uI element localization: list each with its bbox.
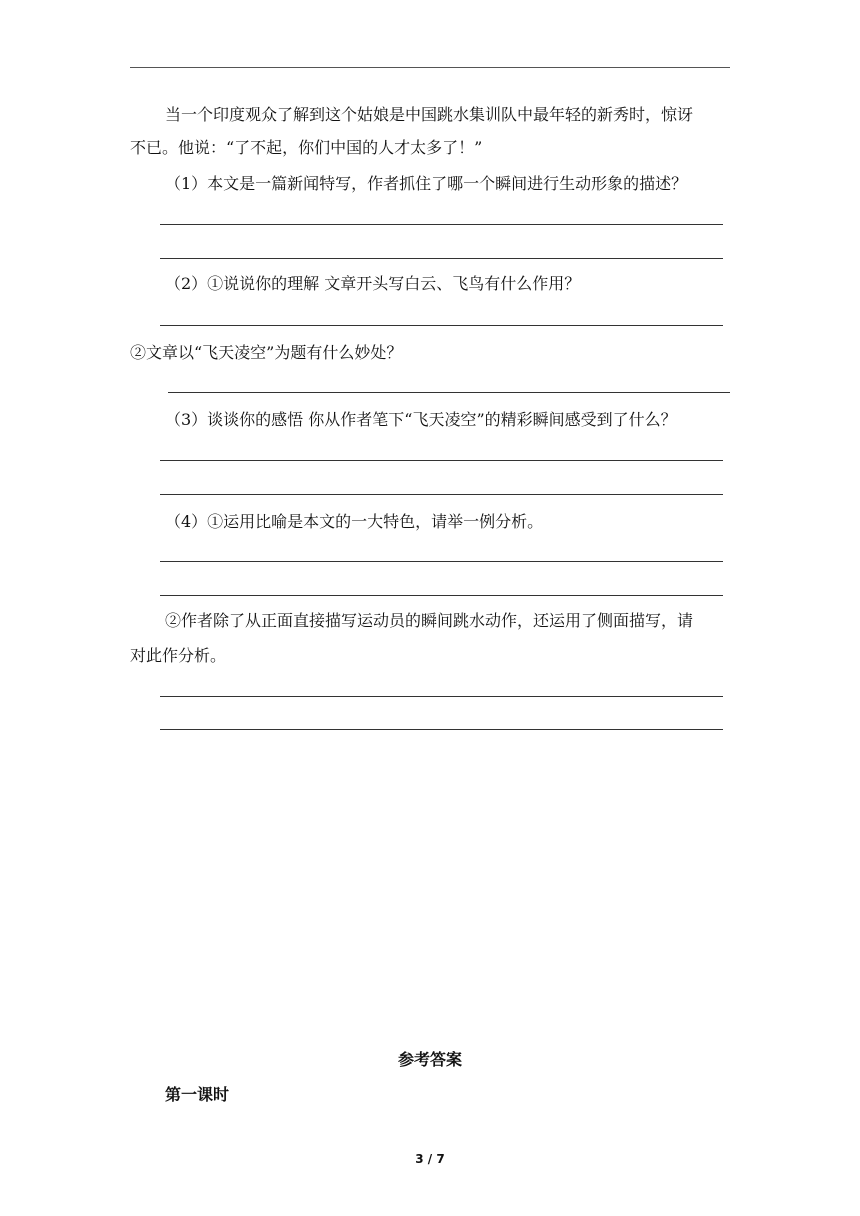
page-number: 3 / 7 bbox=[415, 1152, 445, 1166]
question-2a: （2）①说说你的理解 文章开头写白云、飞鸟有什么作用？ bbox=[165, 274, 581, 293]
question-2b: ②文章以“飞天凌空”为题有什么妙处？ bbox=[130, 343, 403, 362]
answer-line[interactable] bbox=[160, 729, 723, 730]
answer-section-title: 参考答案 bbox=[397, 1050, 462, 1069]
question-4b: ②作者除了从正面直接描写运动员的瞬间跳水动作，还运用了侧面描写，请 bbox=[165, 611, 694, 630]
header-rule bbox=[130, 67, 730, 68]
answer-line[interactable] bbox=[160, 696, 723, 697]
answer-line[interactable] bbox=[160, 325, 723, 326]
answer-line[interactable] bbox=[160, 258, 723, 259]
paragraph-line: 当一个印度观众了解到这个姑娘是中国跳水集训队中最年轻的新秀时，惊讶 bbox=[165, 105, 694, 124]
answer-line[interactable] bbox=[160, 460, 723, 461]
paragraph-line: 不已。他说：“了不起，你们中国的人才太多了！” bbox=[130, 138, 483, 157]
answer-line[interactable] bbox=[160, 494, 723, 495]
question-4b-cont: 对此作分析。 bbox=[130, 646, 227, 665]
question-1: （1）本文是一篇新闻特写，作者抓住了哪一个瞬间进行生动形象的描述？ bbox=[165, 174, 688, 193]
answer-line[interactable] bbox=[160, 561, 723, 562]
question-4a: （4）①运用比喻是本文的一大特色，请举一例分析。 bbox=[165, 512, 544, 531]
answer-line[interactable] bbox=[160, 224, 723, 225]
answer-line[interactable] bbox=[168, 392, 730, 393]
question-3: （3）谈谈你的感悟 你从作者笔下“飞天凌空”的精彩瞬间感受到了什么？ bbox=[165, 410, 677, 429]
answer-section-subtitle: 第一课时 bbox=[165, 1085, 230, 1104]
answer-line[interactable] bbox=[160, 595, 723, 596]
